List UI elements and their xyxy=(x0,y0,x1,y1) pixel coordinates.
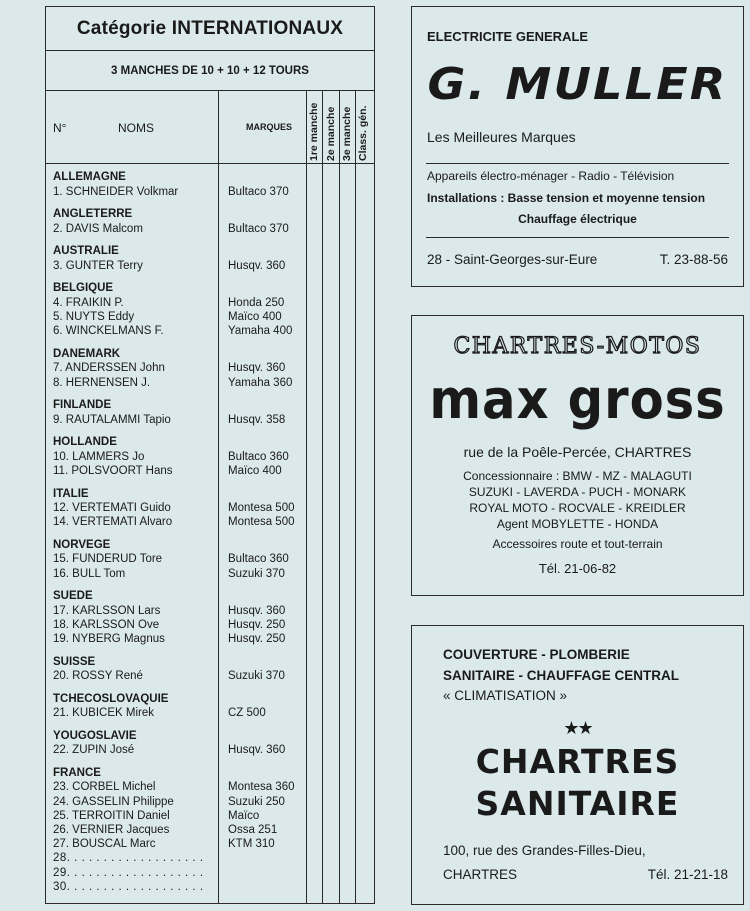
bike-brand: Maïco xyxy=(228,809,260,822)
country-heading: ALLEMAGNE xyxy=(53,171,126,183)
ad-address: rue de la Poêle-Percée, CHARTRES xyxy=(463,444,692,460)
bike-brand: KTM 310 xyxy=(228,838,275,851)
rider-name: 18. KARLSSON Ove xyxy=(53,618,160,631)
ad-line: ROYAL MOTO - ROCVALE - KREIDLER xyxy=(469,501,686,515)
bike-brand: Husqv. 360 xyxy=(228,604,286,617)
country-heading: SUISSE xyxy=(53,655,96,668)
rider-name: 4. FRAIKIN P. xyxy=(53,296,124,309)
ad-line: « CLIMATISATION » xyxy=(443,688,568,703)
bike-brand: Maïco 400 xyxy=(228,311,282,323)
ad-line: Accessoires route et tout-terrain xyxy=(492,537,663,551)
country-heading: AUSTRALIE xyxy=(53,245,119,258)
ad-line: Concessionnaire : BMW - MZ - MALAGUTI xyxy=(463,469,692,483)
bike-brand: Husqv. 360 xyxy=(228,259,286,272)
ad-line: Installations : Basse tension et moyenne tension xyxy=(427,191,706,205)
sanitaire-logo-line2: SANITAIRE xyxy=(475,784,680,823)
header-heat-3: 3e manche xyxy=(341,106,353,161)
bike-brand: Suzuki 250 xyxy=(228,795,285,808)
ad-line: Chauffage électrique xyxy=(518,212,637,226)
stars-icon: ★★ xyxy=(563,718,592,738)
max-gross-logo: max gross xyxy=(429,368,726,431)
country-heading: YOUGOSLAVIE xyxy=(53,729,137,742)
column-divider xyxy=(322,91,323,903)
race-entry-table xyxy=(45,6,375,904)
rider-name: 7. ANDERSSEN John xyxy=(53,362,165,375)
column-divider xyxy=(306,91,307,903)
rider-name: 16. BULL Tom xyxy=(53,567,126,580)
bike-brand: Husqv. 250 xyxy=(228,633,286,645)
ad-line: Agent MOBYLETTE - HONDA xyxy=(496,517,659,531)
rider-name: 25. TERROITIN Daniel xyxy=(53,809,170,822)
bike-brand: Bultaco 370 xyxy=(228,185,289,198)
bike-brand: Husqv. 250 xyxy=(228,618,286,631)
bike-brand: Montesa 360 xyxy=(228,781,295,794)
rider-name: 12. VERTEMATI Guido xyxy=(53,502,171,514)
bike-brand: Montesa 500 xyxy=(228,516,295,529)
header-heat-1: 1re manche xyxy=(308,102,320,161)
bike-brand: Yamaha 400 xyxy=(228,325,293,338)
rider-name: 26. VERNIER Jacques xyxy=(53,824,170,836)
country-heading: BELGIQUE xyxy=(53,282,114,295)
bike-brand: Suzuki 370 xyxy=(228,670,285,683)
column-divider xyxy=(339,91,340,903)
rider-name: 21. KUBICEK Mirek xyxy=(53,707,154,720)
bike-brand: Bultaco 360 xyxy=(228,450,289,463)
rider-name: 14. VERTEMATI Alvaro xyxy=(53,516,173,529)
ad-muller xyxy=(411,6,744,287)
column-divider xyxy=(355,91,356,903)
divider xyxy=(426,237,729,238)
rider-name: 6. WINCKELMANS F. xyxy=(53,325,164,338)
country-heading: ANGLETERRE xyxy=(53,208,133,221)
bike-brand: Honda 250 xyxy=(228,296,285,309)
rider-name: 5. NUYTS Eddy xyxy=(53,311,135,323)
ad-chartres-sanitaire xyxy=(411,625,744,905)
ad-line: SANITAIRE - CHAUFFAGE CENTRAL xyxy=(443,668,679,683)
bike-brand: Yamaha 360 xyxy=(228,376,293,389)
ad-heading: CHARTRES-MOTOS xyxy=(453,334,702,359)
bike-brand: Ossa 251 xyxy=(228,824,278,836)
bike-brand: Suzuki 370 xyxy=(228,567,285,580)
ad-phone: T. 23-88-56 xyxy=(659,252,728,267)
ad-city: CHARTRES xyxy=(443,867,518,882)
country-heading: SUEDE xyxy=(53,590,93,603)
ad-phone: Tél. 21-21-18 xyxy=(647,867,728,882)
rider-name: 3. GUNTER Terry xyxy=(53,259,143,272)
header-names: NOMS xyxy=(118,121,154,135)
category-title: Catégorie INTERNATIONAUX xyxy=(46,7,374,51)
race-format: 3 MANCHES DE 10 + 10 + 12 TOURS xyxy=(46,51,374,91)
country-heading: HOLLANDE xyxy=(53,436,117,449)
divider xyxy=(426,163,729,164)
bike-brand: CZ 500 xyxy=(228,707,266,720)
bike-brand: Husqv. 358 xyxy=(228,413,286,426)
bike-brand: Bultaco 370 xyxy=(228,222,289,235)
rider-name: 29. . . . . . . . . . . . . . . . . . . xyxy=(53,866,204,879)
ad-chartres-motos xyxy=(411,315,744,596)
country-heading: FINLANDE xyxy=(53,399,112,412)
country-heading: ITALIE xyxy=(53,487,89,500)
bike-brand: Husqv. 360 xyxy=(228,362,286,375)
rider-name: 11. POLSVOORT Hans xyxy=(53,464,173,477)
rider-name: 20. ROSSY René xyxy=(53,670,143,683)
sanitaire-logo-line1: CHARTRES xyxy=(475,742,680,781)
rider-name: 2. DAVIS Malcom xyxy=(53,222,143,235)
bike-brand: Montesa 500 xyxy=(228,502,295,514)
ad-phone: Tél. 21-06-82 xyxy=(538,561,617,576)
rider-name: 9. RAUTALAMMI Tapio xyxy=(53,413,171,426)
ad-address: 28 - Saint-Georges-sur-Eure xyxy=(427,252,598,267)
header-brands: MARQUES xyxy=(246,122,293,132)
ad-line: COUVERTURE - PLOMBERIE xyxy=(443,647,630,662)
rider-name: 1. SCHNEIDER Volkmar xyxy=(53,185,179,198)
ad-address: 100, rue des Grandes-Filles-Dieu, xyxy=(443,843,646,858)
rider-name: 19. NYBERG Magnus xyxy=(53,633,165,645)
rider-name: 30. . . . . . . . . . . . . . . . . . . xyxy=(53,880,204,893)
ad-heading: ELECTRICITE GENERALE xyxy=(427,29,589,44)
country-heading: TCHECOSLOVAQUIE xyxy=(53,692,169,705)
rider-name: 28. . . . . . . . . . . . . . . . . . . xyxy=(53,852,204,865)
rider-name: 8. HERNENSEN J. xyxy=(53,376,151,389)
column-divider xyxy=(218,91,219,903)
bike-brand: Husqv. 360 xyxy=(228,744,286,757)
muller-logo: G. MULLER xyxy=(427,59,728,110)
country-heading: NORVEGE xyxy=(53,538,111,551)
table-header xyxy=(46,91,374,164)
ad-line: SUZUKI - LAVERDA - PUCH - MONARK xyxy=(468,485,687,499)
rider-name: 22. ZUPIN José xyxy=(53,744,135,757)
rider-name: 27. BOUSCAL Marc xyxy=(53,838,156,851)
ad-tagline: Les Meilleures Marques xyxy=(427,129,576,145)
ad-line: Appareils électro-ménager - Radio - Télévision xyxy=(427,169,675,183)
header-heat-2: 2e manche xyxy=(325,106,337,161)
rider-name: 10. LAMMERS Jo xyxy=(53,450,145,463)
bike-brand: Bultaco 360 xyxy=(228,553,289,566)
rider-name: 15. FUNDERUD Tore xyxy=(53,553,163,566)
header-overall: Class. gén. xyxy=(357,105,369,161)
rider-name: 17. KARLSSON Lars xyxy=(53,604,161,617)
bike-brand: Maïco 400 xyxy=(228,464,282,477)
rider-name: 24. GASSELIN Philippe xyxy=(53,795,174,808)
header-number: N° xyxy=(53,121,67,135)
rider-name: 23. CORBEL Michel xyxy=(53,781,156,794)
country-heading: DANEMARK xyxy=(53,347,121,360)
country-heading: FRANCE xyxy=(53,766,101,779)
